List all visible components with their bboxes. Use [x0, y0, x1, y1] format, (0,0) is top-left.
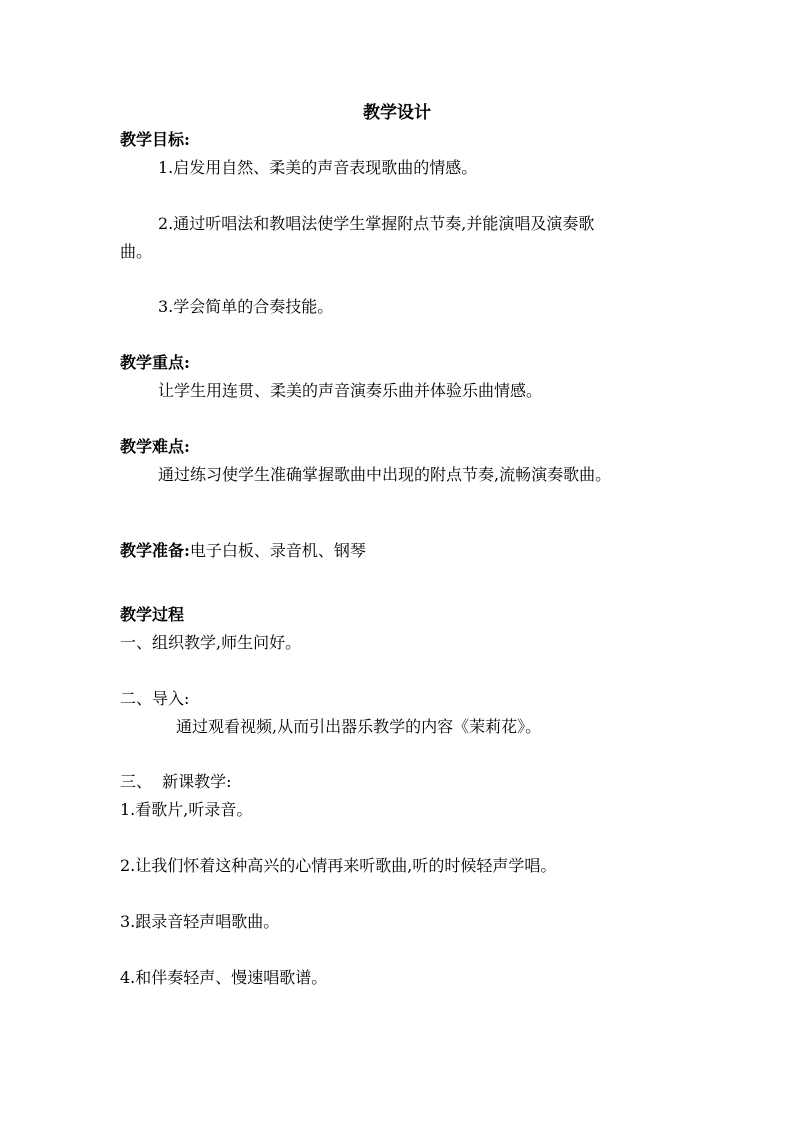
process-step-2: 二、导入: — [120, 689, 190, 708]
process-step-1: 一、组织教学,师生问好。 — [120, 633, 302, 652]
process-item-4: 4.和伴奏轻声、慢速唱歌谱。 — [120, 968, 328, 987]
key-points-text: 让学生用连贯、柔美的声音演奏乐曲并体验乐曲情感。 — [158, 381, 543, 400]
process-heading: 教学过程 — [120, 605, 185, 624]
process-step-3: 三、 新课教学: — [120, 772, 232, 791]
difficulties-text: 通过练习使学生准确掌握歌曲中出现的附点节奏,流畅演奏歌曲。 — [158, 465, 612, 484]
document-title: 教学设计 — [363, 103, 431, 123]
goal-item-2: 2.通过听唱法和教唱法使学生掌握附点节奏,并能演唱及演奏歌 — [158, 214, 595, 233]
goal-item-3: 3.学会简单的合奏技能。 — [158, 297, 334, 316]
goals-heading: 教学目标: — [120, 130, 190, 149]
process-item-3: 3.跟录音轻声唱歌曲。 — [120, 912, 280, 931]
preparation-heading: 教学准备: — [120, 541, 190, 560]
preparation-text: 电子白板、录音机、钢琴 — [189, 541, 366, 560]
process-step-2-text: 通过观看视频,从而引出器乐教学的内容《茉莉花》。 — [176, 717, 542, 736]
goal-item-1: 1.启发用自然、柔美的声音表现歌曲的情感。 — [158, 158, 478, 177]
goal-item-2-cont: 曲。 — [120, 242, 153, 261]
preparation-line — [120, 541, 366, 561]
process-item-1: 1.看歌片,听录音。 — [120, 800, 253, 819]
difficulties-heading: 教学难点: — [120, 437, 190, 456]
key-points-heading: 教学重点: — [120, 353, 190, 372]
process-item-2: 2.让我们怀着这种高兴的心情再来听歌曲,听的时候轻声学唱。 — [120, 856, 557, 875]
